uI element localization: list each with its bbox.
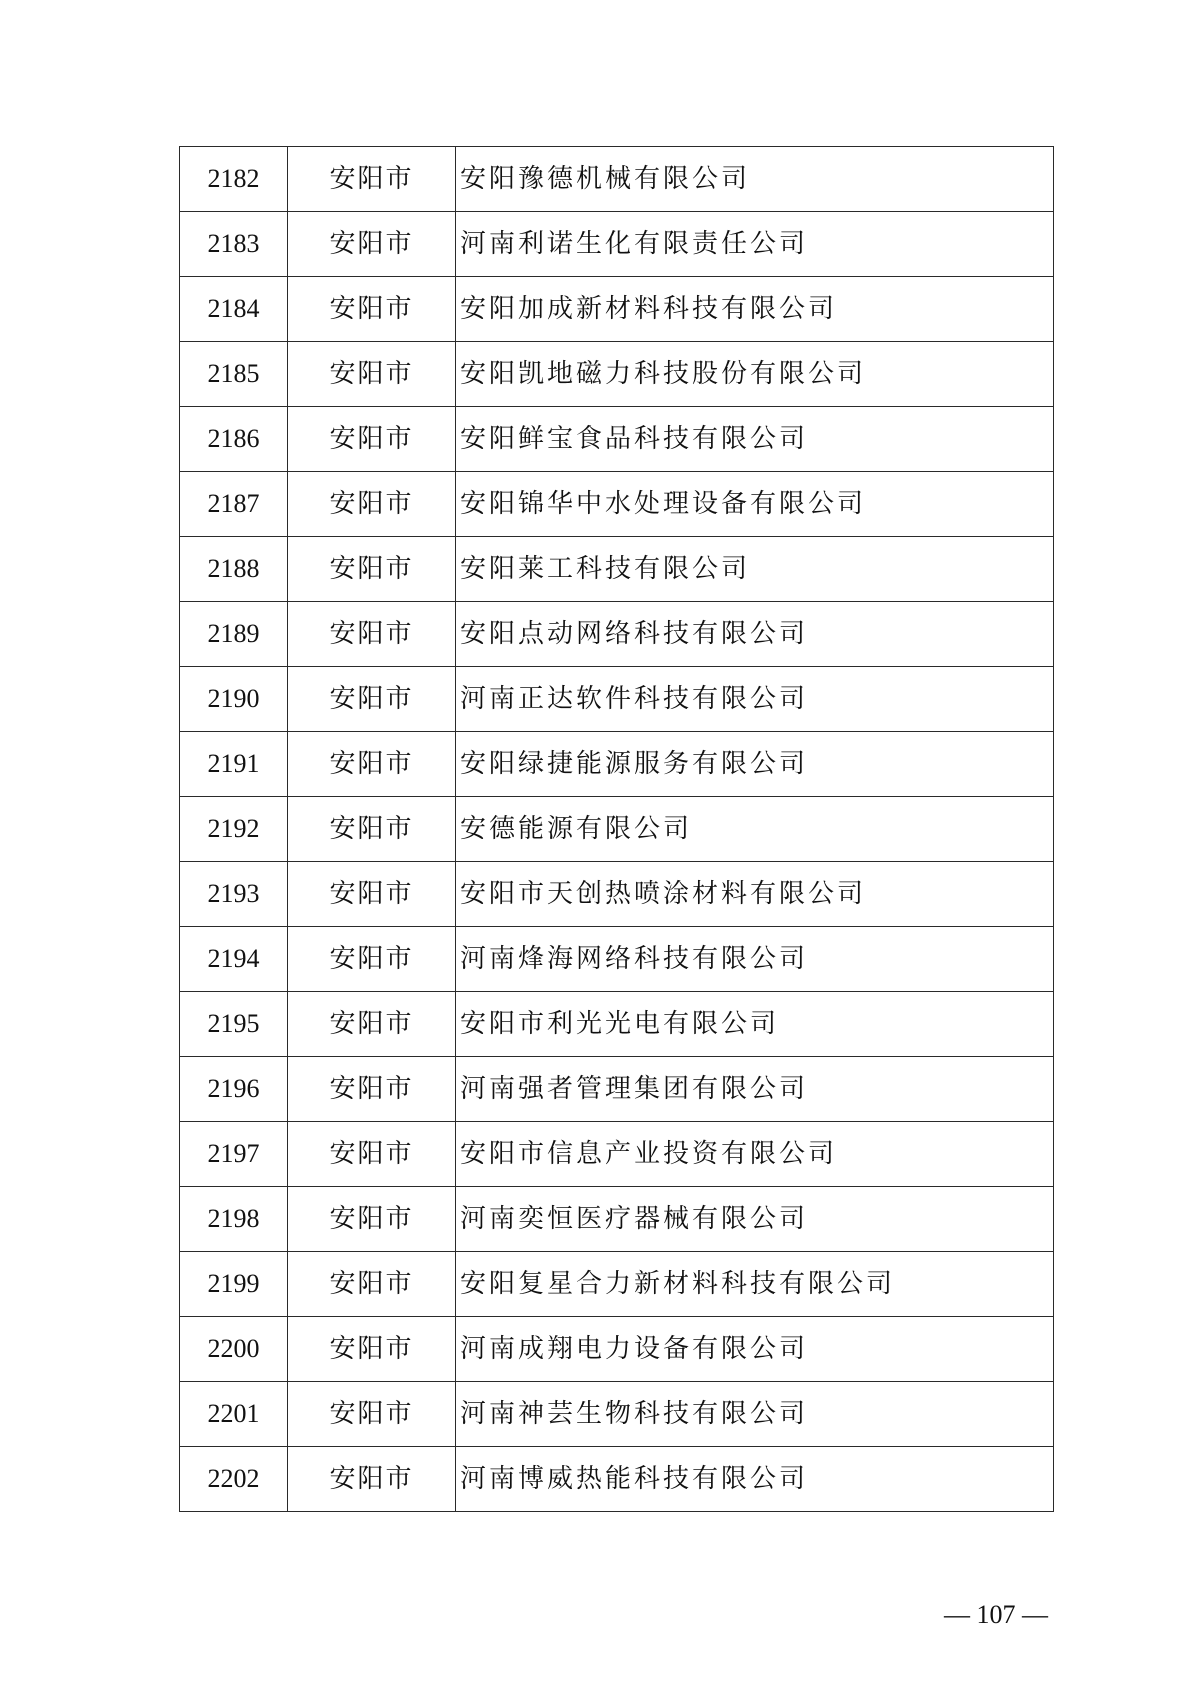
row-number: 2200: [180, 1317, 288, 1382]
table-row: [180, 212, 1054, 277]
table-row: [180, 797, 1054, 862]
table-row: [180, 472, 1054, 537]
row-number: 2196: [180, 1057, 288, 1122]
row-company-name: 河南神芸生物科技有限公司: [456, 1382, 1054, 1447]
table-row: [180, 1447, 1054, 1512]
row-company-name: 安阳市利光光电有限公司: [456, 992, 1054, 1057]
row-city: 安阳市: [288, 342, 456, 407]
row-number: 2188: [180, 537, 288, 602]
row-city: 安阳市: [288, 1317, 456, 1382]
row-company-name: 安阳加成新材料科技有限公司: [456, 277, 1054, 342]
row-company-name: 安阳市信息产业投资有限公司: [456, 1122, 1054, 1187]
page-number: — 107 —: [944, 1600, 1048, 1629]
row-number: 2194: [180, 927, 288, 992]
row-number: 2191: [180, 732, 288, 797]
row-city: 安阳市: [288, 1447, 456, 1512]
table-row: [180, 537, 1054, 602]
row-city: 安阳市: [288, 927, 456, 992]
row-city: 安阳市: [288, 667, 456, 732]
table-row: [180, 407, 1054, 472]
table-row: [180, 667, 1054, 732]
row-number: 2198: [180, 1187, 288, 1252]
row-number: 2201: [180, 1382, 288, 1447]
row-city: 安阳市: [288, 1382, 456, 1447]
row-company-name: 安德能源有限公司: [456, 797, 1054, 862]
row-city: 安阳市: [288, 472, 456, 537]
row-city: 安阳市: [288, 797, 456, 862]
row-company-name: 安阳鲜宝食品科技有限公司: [456, 407, 1054, 472]
row-number: 2184: [180, 277, 288, 342]
row-company-name: 河南烽海网络科技有限公司: [456, 927, 1054, 992]
row-company-name: 安阳市天创热喷涂材料有限公司: [456, 862, 1054, 927]
row-company-name: 安阳凯地磁力科技股份有限公司: [456, 342, 1054, 407]
row-number: 2190: [180, 667, 288, 732]
table-row: [180, 992, 1054, 1057]
table-row: [180, 1187, 1054, 1252]
table-row: [180, 732, 1054, 797]
row-company-name: 河南正达软件科技有限公司: [456, 667, 1054, 732]
row-company-name: 安阳莱工科技有限公司: [456, 537, 1054, 602]
row-city: 安阳市: [288, 1187, 456, 1252]
table-row: [180, 927, 1054, 992]
row-company-name: 安阳锦华中水处理设备有限公司: [456, 472, 1054, 537]
row-city: 安阳市: [288, 992, 456, 1057]
row-city: 安阳市: [288, 1057, 456, 1122]
table-row: [180, 147, 1054, 212]
row-city: 安阳市: [288, 602, 456, 667]
row-number: 2197: [180, 1122, 288, 1187]
table-row: [180, 342, 1054, 407]
table-row: [180, 862, 1054, 927]
table-row: [180, 1382, 1054, 1447]
row-company-name: 河南成翔电力设备有限公司: [456, 1317, 1054, 1382]
row-company-name: 安阳点动网络科技有限公司: [456, 602, 1054, 667]
table-row: [180, 1252, 1054, 1317]
row-number: 2192: [180, 797, 288, 862]
row-company-name: 河南奕恒医疗器械有限公司: [456, 1187, 1054, 1252]
row-city: 安阳市: [288, 732, 456, 797]
company-list-table: [179, 146, 1054, 1512]
row-city: 安阳市: [288, 147, 456, 212]
row-company-name: 安阳复星合力新材料科技有限公司: [456, 1252, 1054, 1317]
row-number: 2187: [180, 472, 288, 537]
table-row: [180, 1122, 1054, 1187]
table-row: [180, 1317, 1054, 1382]
row-company-name: 河南强者管理集团有限公司: [456, 1057, 1054, 1122]
row-number: 2202: [180, 1447, 288, 1512]
row-city: 安阳市: [288, 1252, 456, 1317]
row-number: 2189: [180, 602, 288, 667]
row-number: 2193: [180, 862, 288, 927]
company-list-body: [180, 147, 1054, 1512]
row-city: 安阳市: [288, 212, 456, 277]
row-city: 安阳市: [288, 407, 456, 472]
row-company-name: 安阳绿捷能源服务有限公司: [456, 732, 1054, 797]
row-number: 2182: [180, 147, 288, 212]
table-row: [180, 277, 1054, 342]
row-number: 2183: [180, 212, 288, 277]
row-city: 安阳市: [288, 1122, 456, 1187]
row-city: 安阳市: [288, 537, 456, 602]
row-company-name: 安阳豫德机械有限公司: [456, 147, 1054, 212]
table-row: [180, 602, 1054, 667]
row-company-name: 河南博威热能科技有限公司: [456, 1447, 1054, 1512]
row-company-name: 河南利诺生化有限责任公司: [456, 212, 1054, 277]
row-city: 安阳市: [288, 277, 456, 342]
row-city: 安阳市: [288, 862, 456, 927]
table-row: [180, 1057, 1054, 1122]
row-number: 2186: [180, 407, 288, 472]
row-number: 2185: [180, 342, 288, 407]
row-number: 2199: [180, 1252, 288, 1317]
row-number: 2195: [180, 992, 288, 1057]
